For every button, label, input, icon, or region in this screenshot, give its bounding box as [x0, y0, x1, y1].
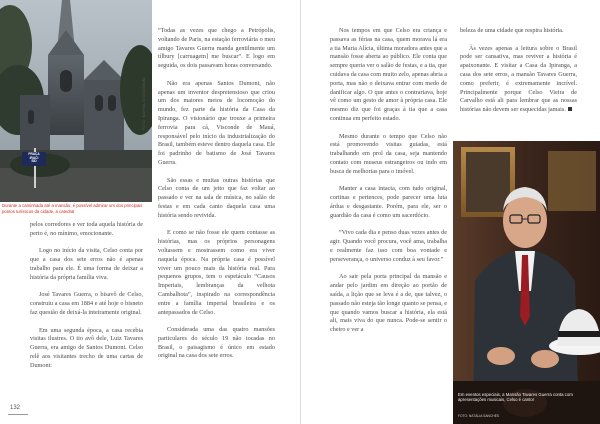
paragraph: “Todas as vezes que chego a Petrópolis, voltando de Paris, na estação ferroviária o meu amigo Tavares Guerra manda gentilmente um tílbury [carruagem] me buscar”. E logo em seguida, os dois passavam horas conversando.: [158, 27, 275, 70]
page-number: 132: [10, 405, 21, 411]
paragraph: São essas e muitas outras histórias que Celso conta de um jeito que faz voltar ao passado e ver na sala de música, no salão de festas e em cada canto daquela casa uma história sendo revivida.: [158, 176, 275, 219]
paragraph: Manter a casa intacta, com tudo original, cortinas e pertences, pode parecer uma luta árdua e desgastante. Porém, para ele, ser o guardião da casa é como um sacerdócio.: [330, 185, 447, 219]
paragraph: Mesmo durante o tempo que Celso não está promovendo visitas guiadas, está trabalhando em prol da casa, seja mantendo contato com museus estrangeiros ou indo em busca de melhorias para o imóvel.: [330, 132, 447, 175]
paragraph: E como se não fosse ele quem contasse as histórias, mas os próprios personagens voltassem e mostrassem como era viver naquela época. Na própria casa é possível viver um pouco mais da história real. Para pequenos grupos, tem o espetáculo “Causos Imperiais, lembranças da velhota Cambalhota”, inspirado na correspondência entre a família imperial brasileira e os antepassados de Celso.: [158, 229, 275, 316]
end-mark-icon: [568, 107, 572, 111]
cathedral-photo: [0, 0, 152, 202]
paragraph: Ao sair pela porta principal da mansão e andar pelo jardim em direção ao portão de saída, a lição que se leva é a de, que talvez, o passado não esteja tão longe quanto se pensa, e que quando vamos buscar a história, ela está ali, mais viva do que nunca. Pode-se sentir o cheiro e ver a: [330, 273, 447, 334]
page-gutter: [300, 0, 301, 424]
paragraph: pelos corredores e ver toda aquela história de perto é, no mínimo, emocionante.: [30, 221, 143, 237]
paragraph: [460, 45, 577, 115]
page-number-rule: [8, 414, 28, 415]
photo-credit-left: FOTO: NATHALIA GIACOMINI: [142, 77, 146, 130]
celso-portrait-photo: [453, 141, 600, 424]
closing-paragraph-text: Às vezes apenas a leitura sobre o Brasil pode ser cansativa, mas reviver a história é apaixonante. E visitar a Casa da Ipiranga, a casa dos sete erros, a mansão Tavares Guerra, como preferir, é extremamente incrível. Principalmente porque Celso Vieira de Carvalho está ali para lembrar que as nossas histórias não devem ser esquecidas jamais.: [460, 44, 577, 114]
paragraph: Logo no início da visita, Celso conta por que a casa dos sete erros não é apenas trabalho para ele. É uma forma de deixar a história da própria família viva.: [30, 247, 143, 281]
text-column-2: [158, 27, 275, 370]
text-column-3: [330, 27, 447, 344]
text-column-4: [460, 27, 577, 124]
paragraph: beleza de uma cidade que respira história.: [460, 27, 564, 34]
paragraph: José Tavares Guerra, o bisavô de Celso, construiu a casa em 1884 e até hoje o bisneto faz questão de deixá-la inteiramente original.: [30, 291, 143, 316]
photo-credit-right: FOTO: NATÁLIA SANCHES: [458, 414, 500, 418]
paragraph: Em uma segunda época, a casa recebia visitas ilustres. O tio avô dele, Luiz Tavares Guerra, era amigo de Santos Dumont. Celso relê aos visitantes trecho de uma cartas de Dumont:: [30, 326, 143, 369]
photo-caption-left: Durante a caminhada até a mansão, é possível admirar um dos principais pontos turísticos da cidade, a catedral: [2, 203, 143, 214]
text-column-1: [30, 221, 143, 379]
paragraph: Considerada uma das quatro mansões particulares do século 19 não tocadas no Brasil, o paisagismo é único em estado original na casa dos sete erros.: [158, 326, 275, 360]
paragraph: “Vivo cada dia e penso duas vezes antes de agir. Quando você procura, você ama, trabalha e realmente faz isso com boa vontade e perseverança, o universo conduz à seu favor.”: [330, 229, 447, 263]
paragraph: Nos tempos em que Celso era criança e passava as férias na casa, quem morava lá era a tia Maria Alícia, última moradora antes que a mansão fosse aberta ao público. Ele conta que sempre queria ver o salão de festas, e a tia, que cuidava da casa com muito zelo, apenas abria a porta, mas não o deixava entrar com medo de danificar algo. O que antes o contrariava, hoje vê como um gesto de amor à própria casa. Ele mesmo diz que foi graças à tia que a casa continua em perfeito estado.: [330, 27, 447, 122]
photo-caption-right: Em eventos especiais, a Mansão Tavares Guerra conta com apresentações musicais, Celso é cantor: [458, 392, 573, 403]
paragraph: Não era apenas Santos Dumont, não apenas um inventor despretensioso que criou um dos maiores meios de locomoção do mundo, fez parte da história da Casa da Ipiranga. O visionário que trouxe a primeira ferrovia para cá, Visconde de Mauá, responsável pelo início da industrialização do Brasil, também esteve dentro daquela casa. Ele foi padrinho de batismo de José Tavares Guerra.: [158, 79, 275, 166]
street-sign-text: PRAÇA IRACI SID: [28, 152, 40, 164]
